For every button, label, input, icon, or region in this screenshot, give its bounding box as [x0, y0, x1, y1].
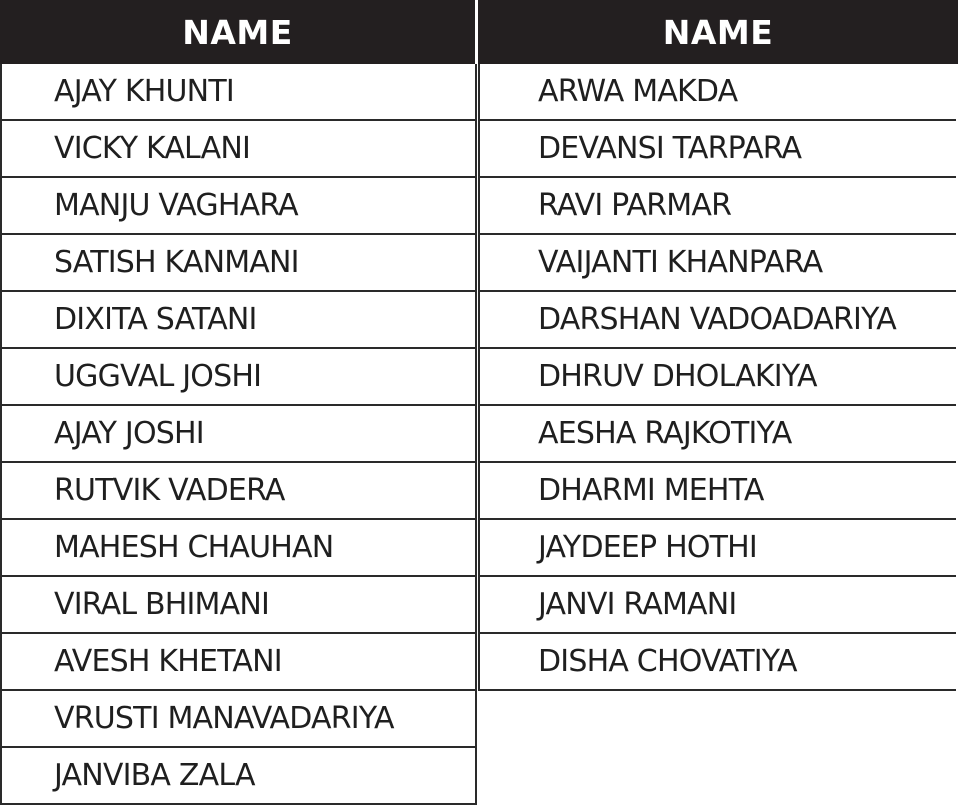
- table-row: RAVI PARMAR: [480, 178, 956, 235]
- table-row: JAYDEEP HOTHI: [480, 520, 956, 577]
- left-name-column: [0, 0, 477, 805]
- table-row: DEVANSI TARPARA: [480, 121, 956, 178]
- table-row: DHRUV DHOLAKIYA: [480, 349, 956, 406]
- table-row: MANJU VAGHARA: [2, 178, 475, 235]
- table-row: UGGVAL JOSHI: [2, 349, 475, 406]
- table-row: VAIJANTI KHANPARA: [480, 235, 956, 292]
- table-row: DARSHAN VADOADARIYA: [480, 292, 956, 349]
- table-row: JANVIBA ZALA: [2, 748, 475, 805]
- table-row: DIXITA SATANI: [2, 292, 475, 349]
- table-row: RUTVIK VADERA: [2, 463, 475, 520]
- table-row: MAHESH CHAUHAN: [2, 520, 475, 577]
- table-row: VIRAL BHIMANI: [2, 577, 475, 634]
- table-row: AVESH KHETANI: [2, 634, 475, 691]
- table-row: ARWA MAKDA: [480, 64, 956, 121]
- table-row: SATISH KANMANI: [2, 235, 475, 292]
- table-row: DISHA CHOVATIYA: [480, 634, 956, 691]
- table-row: AESHA RAJKOTIYA: [480, 406, 956, 463]
- table-row: VRUSTI MANAVADARIYA: [2, 691, 475, 748]
- table-row: AJAY JOSHI: [2, 406, 475, 463]
- right-name-column: [478, 0, 958, 691]
- table-row: VICKY KALANI: [2, 121, 475, 178]
- left-column-header: NAME: [0, 0, 475, 64]
- right-name-rows: [478, 64, 956, 691]
- left-name-rows: [0, 64, 477, 805]
- table-row: JANVI RAMANI: [480, 577, 956, 634]
- right-column-header: NAME: [478, 0, 958, 64]
- table-row: AJAY KHUNTI: [2, 64, 475, 121]
- table-row: DHARMI MEHTA: [480, 463, 956, 520]
